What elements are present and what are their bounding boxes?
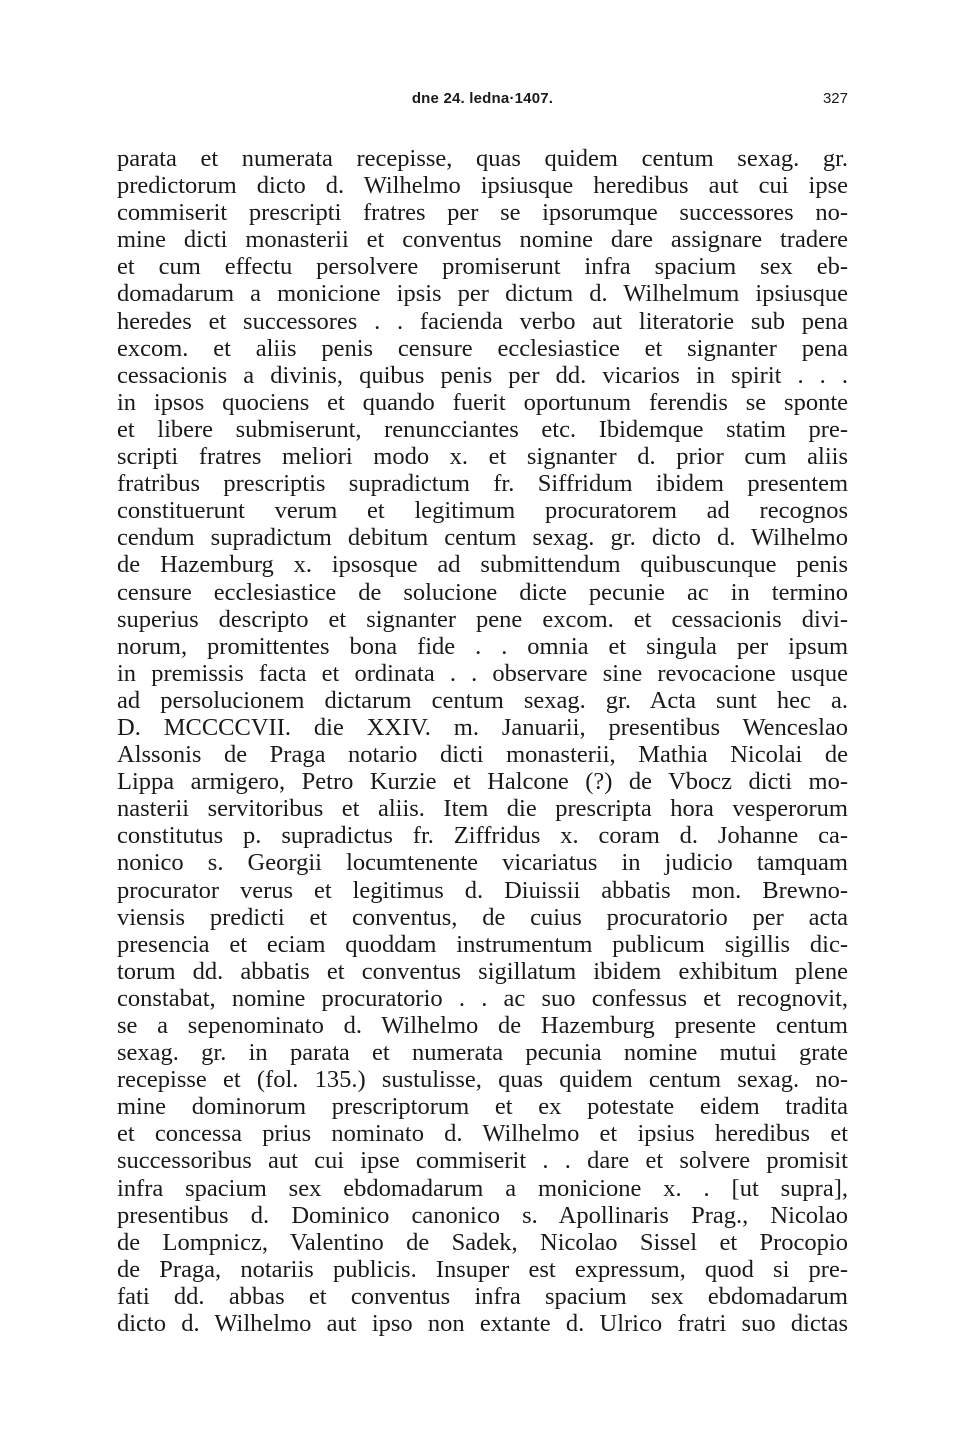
text-line: Lippa armigero, Petro Kurzie et Halcone (?) de Vbocz dicti mo- xyxy=(117,768,848,796)
text-line: torum dd. abbatis et conventus sigillatum ibidem exhibitum plene xyxy=(117,957,848,985)
text-line: et concessa prius nominato d. Wilhelmo et ipsius heredibus et xyxy=(117,1120,848,1148)
text-line: de Praga, notariis publicis. Insuper est expressum, quod si pre- xyxy=(117,1255,848,1283)
body-text xyxy=(117,145,848,1337)
text-line: constituerunt verum et legitimum procuratorem ad recognos xyxy=(117,497,848,525)
text-line: successoribus aut cui ipse commiserit . . dare et solvere promisit xyxy=(117,1147,848,1175)
text-line: in premissis facta et ordinata . . observare sine revocacione usque xyxy=(117,659,848,687)
text-line: nonico s. Georgii locumtenente vicariatus in judicio tamquam xyxy=(117,849,848,877)
text-line: ad persolucionem dictarum centum sexag. gr. Acta sunt hec a. xyxy=(117,686,848,714)
text-line: sexag. gr. in parata et numerata pecunia nomine mutui grate xyxy=(117,1039,848,1067)
text-line: et cum effectu persolvere promiserunt infra spacium sex eb- xyxy=(117,253,848,281)
text-line: recepisse et (fol. 135.) sustulisse, quas quidem centum sexag. no- xyxy=(117,1066,848,1094)
text-line: mine dominorum prescriptorum et ex potestate eidem tradita xyxy=(117,1093,848,1121)
page-number: 327 xyxy=(822,90,848,107)
text-line: presencia et eciam quoddam instrumentum publicum sigillis dic- xyxy=(117,930,848,958)
text-line: cessacionis a divinis, quibus penis per dd. vicarios in spirit . . . xyxy=(117,361,848,389)
text-line: mine dicti monasterii et conventus nomine dare assignare tradere xyxy=(117,226,848,254)
text-line: viensis predicti et conventus, de cuius procuratorio per acta xyxy=(117,903,848,931)
text-line: excom. et aliis penis censure ecclesiastice et signanter pena xyxy=(117,334,848,362)
text-line: fati dd. abbas et conventus infra spacium sex ebdomadarum xyxy=(117,1282,848,1310)
text-line: heredes et successores . . facienda verbo aut literatorie sub pena xyxy=(117,307,848,335)
text-line: et libere submiserunt, renuncciantes etc. Ibidemque statim pre- xyxy=(117,415,848,443)
text-line: in ipsos quociens et quando fuerit oportunum ferendis se sponte xyxy=(117,388,848,416)
text-line: predictorum dicto d. Wilhelmo ipsiusque heredibus aut cui ipse xyxy=(117,172,848,200)
text-line: parata et numerata recepisse, quas quidem centum sexag. gr. xyxy=(117,145,848,172)
running-head xyxy=(117,90,848,114)
text-line: censure ecclesiastice de solucione dicte pecunie ac in termino xyxy=(117,578,848,606)
text-line: procurator verus et legitimus d. Diuissii abbatis mon. Brewno- xyxy=(117,876,848,904)
text-line: scripti fratres meliori modo x. et signanter d. prior cum aliis xyxy=(117,443,848,471)
text-line: commiserit prescripti fratres per se ipsorumque successores no- xyxy=(117,199,848,227)
text-line: infra spacium sex ebdomadarum a monicione x. . [ut supra], xyxy=(117,1174,848,1202)
text-line: presentibus d. Dominico canonico s. Apollinaris Prag., Nicolao xyxy=(117,1201,848,1229)
text-line: de Hazemburg x. ipsosque ad submittendum quibuscunque penis xyxy=(117,551,848,579)
text-line: fratribus prescriptis supradictum fr. Siffridum ibidem presentem xyxy=(117,470,848,498)
text-line: cendum supradictum debitum centum sexag. gr. dicto d. Wilhelmo xyxy=(117,524,848,552)
text-line: constabat, nomine procuratorio . . ac suo confessus et recognovit, xyxy=(117,984,848,1012)
text-line: Alssonis de Praga notario dicti monasterii, Mathia Nicolai de xyxy=(117,741,848,769)
text-line: constitutus p. supradictus fr. Ziffridus x. coram d. Johanne ca- xyxy=(117,822,848,850)
text-line: dicto d. Wilhelmo aut ipso non extante d. Ulrico fratri suo dictas xyxy=(117,1310,848,1338)
text-line: norum, promittentes bona fide . . omnia et singula per ipsum xyxy=(117,632,848,660)
text-line: nasterii servitoribus et aliis. Item die prescripta hora vesperorum xyxy=(117,795,848,823)
text-line: de Lompnicz, Valentino de Sadek, Nicolao Sissel et Procopio xyxy=(117,1228,848,1256)
text-line: D. MCCCCVII. die XXIV. m. Januarii, presentibus Wenceslao xyxy=(117,713,848,741)
running-title: dne 24. ledna·1407. xyxy=(411,90,554,107)
text-line: superius descripto et signanter pene excom. et cessacionis divi- xyxy=(117,605,848,633)
text-line: domadarum a monicione ipsis per dictum d. Wilhelmum ipsiusque xyxy=(117,280,848,308)
text-line: se a sepenominato d. Wilhelmo de Hazemburg presente centum xyxy=(117,1012,848,1039)
